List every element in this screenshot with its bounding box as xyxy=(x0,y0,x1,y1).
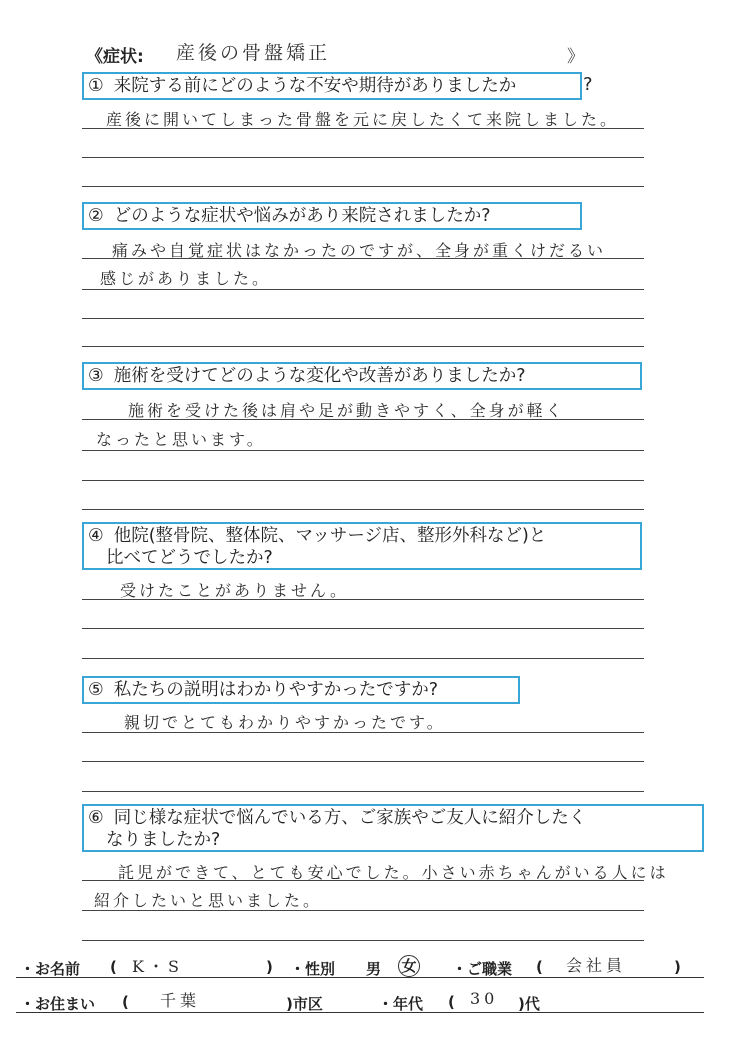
answer-rule xyxy=(82,419,644,420)
answer-rule xyxy=(82,186,644,187)
address-label: ・お住まい xyxy=(20,995,96,1013)
symptom-close: 》 xyxy=(567,47,584,67)
question-text-line2: なりましたか? xyxy=(106,830,221,850)
answer-rule xyxy=(82,940,644,941)
answer-rule xyxy=(82,732,644,733)
question-text: 私たちの説明はわかりやすかったですか? xyxy=(113,680,438,700)
job-value: 会社員 xyxy=(566,956,627,975)
job-label: ・ご職業 xyxy=(452,960,513,978)
symptom-label: 《症状: xyxy=(86,47,144,67)
answer-rule xyxy=(82,628,644,629)
footer-rule xyxy=(16,977,704,978)
gender-male: 男 xyxy=(366,960,382,978)
answer-line: 受けたことがありません。 xyxy=(120,581,349,600)
answer-line: 親切でとてもわかりやすかったです。 xyxy=(124,713,446,732)
answer-rule xyxy=(82,509,644,510)
answer-rule xyxy=(82,599,644,600)
address-suffix: )市区 xyxy=(286,995,323,1013)
question-number: ① xyxy=(88,76,104,96)
answer-rule xyxy=(82,128,644,129)
name-label: ・お名前 xyxy=(20,960,81,978)
question-2 xyxy=(82,202,582,230)
answer-rule xyxy=(82,450,644,451)
address-open: ( xyxy=(122,993,129,1011)
age-value: 30 xyxy=(470,989,499,1008)
age-suffix: )代 xyxy=(518,995,540,1013)
question-text: 他院(整骨院、整体院、マッサージ店、整形外科など)と xyxy=(113,526,547,546)
answer-rule xyxy=(82,480,644,481)
question-number: ⑤ xyxy=(88,680,104,700)
answer-rule xyxy=(82,258,644,259)
answer-line: 産後に開いてしまった骨盤を元に戻したくて来院しました。 xyxy=(106,110,620,129)
question-5 xyxy=(82,676,520,704)
answer-line: 紹介したいと思いました。 xyxy=(94,891,323,910)
question-number: ⑥ xyxy=(88,808,104,828)
question-text: 来院する前にどのような不安や期待がありましたか xyxy=(113,76,517,96)
answer-rule xyxy=(82,880,644,881)
answer-line: 感じがありました。 xyxy=(100,269,272,288)
question-mark: ? xyxy=(583,74,593,95)
answer-rule xyxy=(82,761,644,762)
question-number: ④ xyxy=(88,526,104,546)
answer-rule xyxy=(82,318,644,319)
answer-line: 施術を受けた後は肩や足が動きやすく、全身が軽く xyxy=(128,401,565,420)
name-value: K・S xyxy=(132,957,183,976)
question-text-line2: 比べてどうでしたか? xyxy=(106,548,273,568)
answer-line: 痛みや自覚症状はなかったのですが、全身が重くけだるい xyxy=(112,241,607,260)
question-text: 施術を受けてどのような変化や改善がありましたか? xyxy=(113,366,526,386)
name-open: ( xyxy=(110,958,117,976)
answer-rule xyxy=(82,658,644,659)
question-4 xyxy=(82,522,642,570)
age-label: ・年代 xyxy=(378,995,424,1013)
age-open: ( xyxy=(448,993,455,1011)
question-number: ③ xyxy=(88,366,104,386)
symptom-row xyxy=(86,38,596,66)
answer-line: なったと思います。 xyxy=(96,430,266,449)
question-text: 同じ様な症状で悩んでいる方、ご家族やご友人に紹介したく xyxy=(113,808,587,828)
answer-rule xyxy=(82,910,644,911)
symptom-value: 産後の骨盤矯正 xyxy=(176,42,331,64)
job-open: ( xyxy=(536,958,543,976)
gender-female: 女 xyxy=(398,955,420,977)
name-close: ) xyxy=(266,958,273,976)
question-6 xyxy=(82,804,704,852)
answer-rule xyxy=(82,791,644,792)
question-text: どのような症状や悩みがあり来院されましたか? xyxy=(113,206,491,226)
address-value: 千葉 xyxy=(160,991,201,1010)
question-number: ② xyxy=(88,206,104,226)
footer-rule xyxy=(16,1012,704,1013)
job-close: ) xyxy=(674,958,681,976)
question-1 xyxy=(82,72,582,100)
answer-rule xyxy=(82,289,644,290)
answer-rule xyxy=(82,157,644,158)
gender-female-circled xyxy=(398,955,420,977)
question-3 xyxy=(82,362,642,390)
gender-label: ・性別 xyxy=(290,960,336,978)
answer-rule xyxy=(82,346,644,347)
answer-line: 託児ができて、とても安心でした。小さい赤ちゃんがいる人には xyxy=(118,863,669,882)
